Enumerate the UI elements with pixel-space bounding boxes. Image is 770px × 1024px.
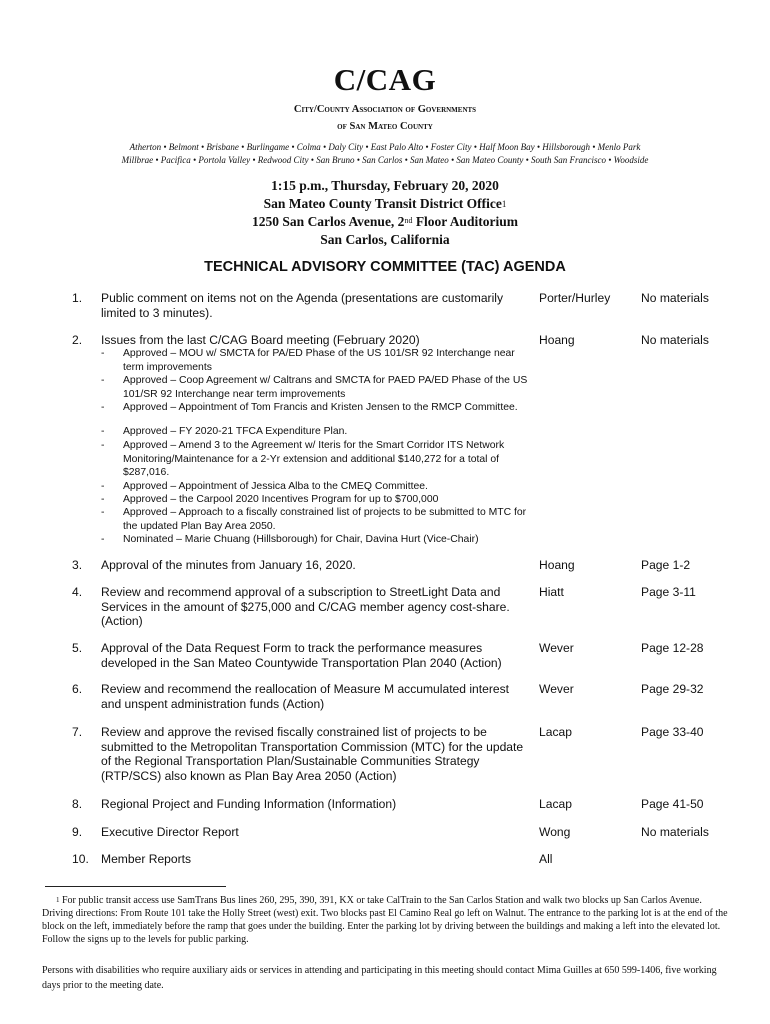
- bullet-dash: -: [101, 440, 105, 451]
- item-presenter: Wever: [539, 641, 574, 655]
- item-number: 1.: [72, 291, 83, 305]
- item-number: 10.: [72, 852, 89, 866]
- footnote-text: For public transit access use SamTrans Bus lines 260, 295, 390, 391, KX or take CalTrain to the San Carlos Station and walk two blocks up San Carlos Avenue. Driving directions: From Route 101 take the Holly Street (west) exit. Two blocks past El Camino Real go left on Walnut. The entrance to the parking lot is at the end of the block on the left, immediately before the ramp that goes under the building. Enter the parking lot by driving between the buildings and making a left into the elevated lot. Follow the signs up to the levels for public parking.: [42, 895, 728, 945]
- footnote: [42, 894, 732, 946]
- item-presenter: Wever: [539, 682, 574, 696]
- item-description: Review and recommend approval of a subscription to StreetLight Data and Services in the amount of $275,000 and C/CAG member agency cost-share. (Action): [101, 585, 510, 628]
- item-presenter: All: [539, 852, 553, 866]
- accessibility-notice: Persons with disabilities who require auxiliary aids or services in attending and participating in this meeting should contact Mima Guilles at 650 599-1406, five working days prior to the meeting date.: [42, 965, 717, 991]
- item-description: Regional Project and Funding Information (Information): [101, 797, 397, 811]
- item-number: 6.: [72, 682, 83, 696]
- footnote-divider: [45, 886, 226, 887]
- item-materials: Page 41-50: [641, 797, 704, 811]
- item-presenter: Hoang: [539, 558, 575, 572]
- item-description: Approval of the Data Request Form to track the performance measures developed in the San Mateo Countywide Transportation Plan 2040 (Action): [101, 641, 502, 670]
- item-description: Member Reports: [101, 852, 192, 866]
- board-issue-text: Approved – Amend 3 to the Agreement w/ Iteris for the Smart Corridor ITS Network Monitoring/Maintenance for a 2-Yr extension and additional $140,272 for a total of $287,016.: [123, 440, 505, 478]
- meeting-datetime: 1:15 p.m., Thursday, February 20, 2020: [271, 178, 499, 193]
- item-number: 7.: [72, 725, 83, 739]
- meeting-address: [0, 213, 770, 231]
- item-number: 9.: [72, 825, 83, 839]
- board-issue-text: Nominated – Marie Chuang (Hillsborough) for Chair, Davina Hurt (Vice-Chair): [123, 534, 479, 545]
- org-name: C/CAG: [333, 62, 437, 97]
- item-presenter: Lacap: [539, 725, 572, 739]
- board-issue-text: Approved – Coop Agreement w/ Caltrans and SMCTA for PAED PA/ED Phase of the US 101/SR 92 Interchange near term improvements: [123, 375, 528, 400]
- board-issue-text: Approved – MOU w/ SMCTA for PA/ED Phase of the US 101/SR 92 Interchange near term improvements: [123, 348, 515, 373]
- member-cities-line2: Millbrae • Pacifica • Portola Valley • Redwood City • San Bruno • San Carlos • San Mateo • San Mateo County • South San Francisco • Woodside: [121, 155, 649, 165]
- org-full-name-line1: City/County Association of Governments: [293, 104, 477, 115]
- bullet-dash: -: [101, 426, 105, 437]
- bullet-dash: -: [101, 534, 105, 545]
- bullet-dash: -: [101, 507, 105, 518]
- meeting-info: [0, 177, 770, 249]
- item-number: 3.: [72, 558, 83, 572]
- item-presenter: Hoang: [539, 333, 575, 347]
- agenda-title: TECHNICAL ADVISORY COMMITTEE (TAC) AGENDA: [204, 259, 566, 275]
- meeting-venue: [0, 195, 770, 213]
- item-description: Approval of the minutes from January 16, 2020.: [101, 558, 356, 572]
- item-description: Review and approve the revised fiscally constrained list of projects to be submitted to the Metropolitan Transportation Commission (MTC) for the update of the Regional Transportation Plan/Sustainable Communities Strategy (RTP/SCS) also known as Plan Bay Area 2050 (Action): [101, 725, 524, 783]
- footnote-number: 1: [56, 896, 60, 904]
- board-issue-text: Approved – the Carpool 2020 Incentives Program for up to $700,000: [123, 494, 439, 505]
- item-number: 4.: [72, 585, 83, 599]
- member-cities: [0, 141, 770, 167]
- item-number: 2.: [72, 333, 83, 347]
- item-materials: Page 3-11: [641, 585, 696, 599]
- bullet-dash: -: [101, 494, 105, 505]
- meeting-address-street: 1250 San Carlos Avenue, 2: [252, 214, 405, 229]
- board-issue-text: Approved – FY 2020-21 TFCA Expenditure Plan.: [123, 426, 348, 437]
- bullet-dash: -: [101, 348, 105, 359]
- item-materials: Page 12-28: [641, 641, 704, 655]
- item-materials: Page 1-2: [641, 558, 691, 572]
- org-full-name: [0, 101, 770, 135]
- item-presenter: Porter/Hurley: [539, 291, 611, 305]
- board-issue-text: Approved – Appointment of Tom Francis and Kristen Jensen to the RMCP Committee.: [123, 402, 518, 413]
- board-issue-text: Approved – Appointment of Jessica Alba to the CMEQ Committee.: [123, 481, 428, 492]
- meeting-address-ordinal: nd: [404, 216, 413, 225]
- item-description: Review and recommend the reallocation of Measure M accumulated interest and unspent administration funds (Action): [101, 682, 510, 711]
- item-presenter: Hiatt: [539, 585, 564, 599]
- item-description: Public comment on items not on the Agenda (presentations are customarily limited to 3 minutes).: [101, 291, 503, 320]
- org-full-name-line2: of San Mateo County: [337, 121, 433, 132]
- meeting-venue-name: San Mateo County Transit District Office: [263, 196, 502, 211]
- item-materials: No materials: [641, 291, 709, 305]
- meeting-city: San Carlos, California: [320, 232, 450, 247]
- item-number: 8.: [72, 797, 83, 811]
- item-number: 5.: [72, 641, 83, 655]
- item-description: Executive Director Report: [101, 825, 239, 839]
- meeting-address-floor: Floor Auditorium: [412, 214, 518, 229]
- bullet-dash: -: [101, 402, 105, 413]
- item-materials: Page 29-32: [641, 682, 704, 696]
- member-cities-line1: Atherton • Belmont • Brisbane • Burlingame • Colma • Daly City • East Palo Alto • Foster City • Half Moon Bay • Hillsborough • Menlo Park: [129, 142, 641, 152]
- item-presenter: Lacap: [539, 797, 572, 811]
- footnote-reference: 1: [501, 199, 507, 209]
- item-materials: No materials: [641, 333, 709, 347]
- bullet-dash: -: [101, 375, 105, 386]
- board-issue-text: Approved – Approach to a fiscally constrained list of projects to be submitted to MTC for the updated Plan Bay Area 2050.: [123, 507, 527, 532]
- bullet-dash: -: [101, 481, 105, 492]
- item-materials: No materials: [641, 825, 709, 839]
- item-presenter: Wong: [539, 825, 571, 839]
- item-materials: Page 33-40: [641, 725, 704, 739]
- item-description: Issues from the last C/CAG Board meeting (February 2020): [101, 333, 420, 347]
